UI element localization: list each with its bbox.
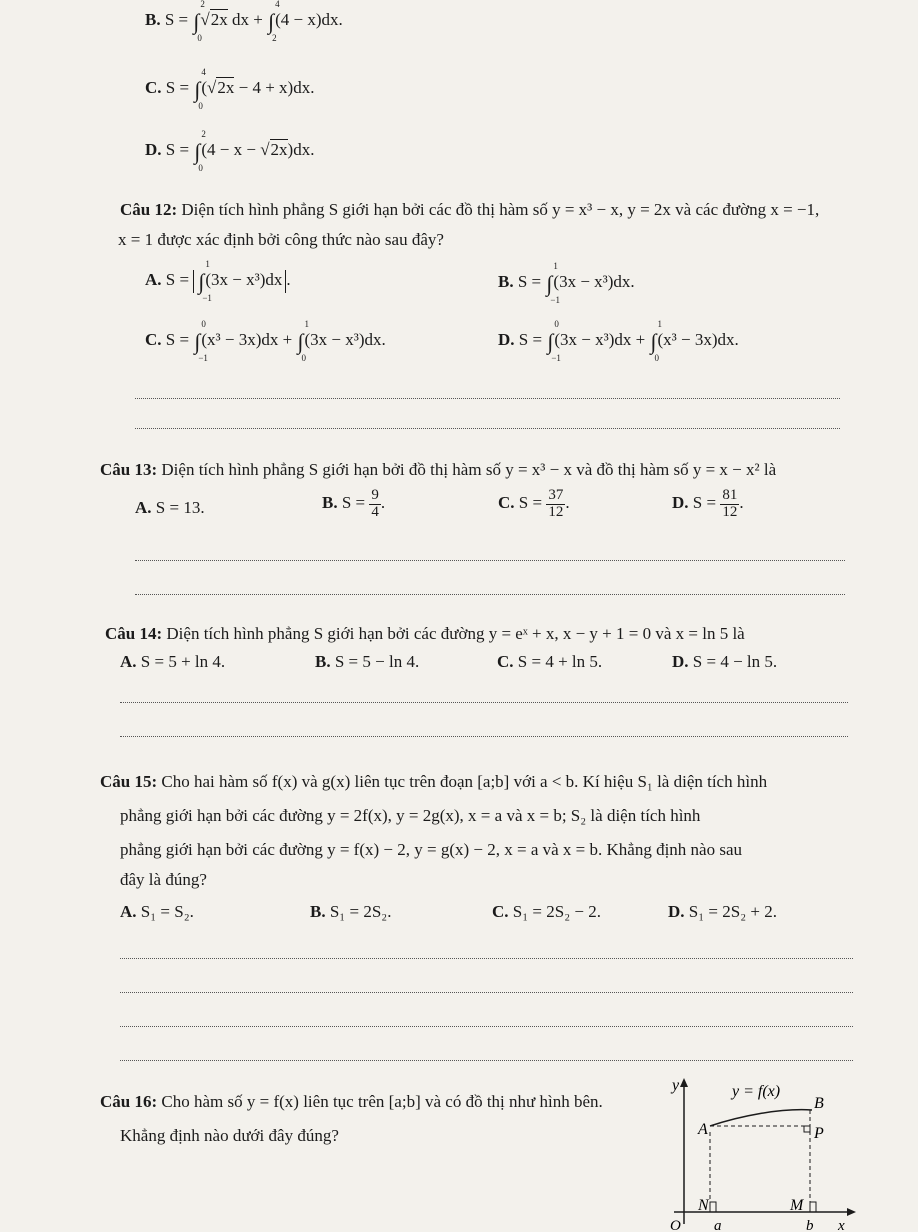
- option-value: S = 4 + ln 5.: [517, 652, 603, 671]
- integral-sign: ∫ 1 0: [297, 319, 309, 363]
- fraction: $\frac{9}{4}$: [371, 487, 379, 520]
- integral-sign: ∫ 2 0: [194, 129, 206, 173]
- formula-end: .: [286, 270, 291, 289]
- option-label: B.: [498, 272, 514, 291]
- fraction: $\frac{37}{12}$: [548, 487, 564, 520]
- q12-option-d[interactable]: [498, 319, 739, 363]
- right-angle-n: [710, 1202, 716, 1212]
- option-value: S = 5 − ln 4.: [334, 652, 420, 671]
- q16-stem-line2: [120, 1126, 339, 1146]
- y-axis-label: y: [672, 1077, 680, 1094]
- question-text: đây là đúng?: [120, 870, 207, 889]
- question-text: phẳng giới hạn bởi các đường y = f(x) − 2, y = g(x) − 2, x = a và x = b. Khẳng định nào sau: [120, 840, 743, 859]
- q15-option-b[interactable]: [310, 902, 391, 922]
- q11-option-b[interactable]: B. S = ∫ 2 0 √2x dx + ∫ 4 2 (4 − x)dx.: [145, 0, 343, 43]
- formula-prefix: S =: [517, 272, 542, 291]
- answer-line[interactable]: [135, 398, 840, 399]
- integral-sign: ∫ 1 0: [650, 319, 662, 363]
- formula-end: .: [380, 493, 386, 513]
- q15-option-c[interactable]: [492, 902, 601, 922]
- option-value: S = 5 + ln 4.: [140, 652, 226, 671]
- q15-stem-line1: [100, 772, 767, 792]
- right-angle-p: [804, 1126, 810, 1132]
- question-number: Câu 12:: [120, 200, 178, 219]
- q11-option-c[interactable]: C. S = ∫ 4 0 (√2x − 4 + x)dx.: [145, 67, 315, 111]
- option-label: D.: [668, 902, 685, 921]
- q14-stem: [105, 624, 745, 644]
- curve-label: y = f(x): [732, 1083, 781, 1100]
- q14-option-d[interactable]: [672, 652, 777, 672]
- question-text: Diện tích hình phẳng S giới hạn bởi đồ thị hàm số y = x³ − x và đồ thị hàm số y = x − x² là: [161, 460, 777, 479]
- integral-sign: ∫ 0 −1: [547, 319, 561, 363]
- formula-prefix: S =: [518, 493, 543, 513]
- sqrt-term: 2x: [210, 10, 228, 29]
- q13-stem: [100, 460, 776, 480]
- point-p-label: P: [814, 1125, 824, 1142]
- q15-stem-line4: [120, 870, 207, 890]
- formula-open: (4 − x −: [201, 140, 261, 159]
- formula-end: .: [739, 493, 744, 513]
- formula-prefix: S =: [692, 493, 717, 513]
- formula-open: (: [201, 78, 208, 97]
- answer-line[interactable]: [135, 560, 845, 561]
- q12-stem-line2: [118, 230, 444, 250]
- formula-prefix: S =: [518, 330, 543, 349]
- question-number: Câu 15:: [100, 772, 158, 791]
- option-label: B.: [315, 652, 331, 671]
- option-label: D.: [145, 140, 162, 159]
- question-number: Câu 13:: [100, 460, 158, 479]
- option-label: B.: [322, 493, 338, 513]
- formula-prefix: S =: [164, 10, 189, 29]
- integral-sign: ∫ 1 −1: [198, 259, 212, 303]
- sqrt-term: 2x: [217, 78, 235, 97]
- q15-stem-line3: [120, 840, 742, 860]
- question-number: Câu 14:: [105, 624, 163, 643]
- function-graph: [660, 1074, 860, 1232]
- answer-line[interactable]: [135, 428, 840, 429]
- question-text: Diện tích hình phẳng S giới hạn bởi các đường y = eˣ + x, x − y + 1 = 0 và x = ln 5 là: [166, 624, 745, 643]
- formula-body: (x³ − 3x)dx +: [201, 330, 293, 349]
- option-value: S = 4 − ln 5.: [692, 652, 778, 671]
- formula-body: )dx.: [287, 140, 315, 159]
- formula-prefix: S =: [165, 330, 190, 349]
- y-axis-arrow: [680, 1078, 688, 1087]
- option-value: S₁ = 2S₂.: [329, 902, 392, 921]
- formula-prefix: S =: [341, 493, 366, 513]
- option-label: D.: [672, 493, 689, 513]
- option-value: S₁ = 2S₂ + 2.: [688, 902, 777, 921]
- option-label: C.: [497, 652, 514, 671]
- formula-body: (3x − x³)dx +: [554, 330, 646, 349]
- q11-option-d[interactable]: D. S = ∫ 2 0 (4 − x − √2x)dx.: [145, 129, 315, 173]
- option-label: D.: [672, 652, 689, 671]
- q14-option-b[interactable]: [315, 652, 419, 672]
- formula-prefix: S =: [165, 78, 190, 97]
- formula-prefix: S =: [165, 140, 190, 159]
- origin-label: O: [670, 1218, 681, 1232]
- right-angle-m: [810, 1202, 816, 1212]
- answer-line[interactable]: [120, 1026, 853, 1027]
- option-label: C.: [492, 902, 509, 921]
- answer-line[interactable]: [120, 1060, 853, 1061]
- q13-option-c[interactable]: [498, 488, 570, 521]
- question-text: Khẳng định nào dưới đây đúng?: [120, 1126, 339, 1145]
- formula-body: (4 − x)dx.: [275, 10, 343, 29]
- fraction: $\frac{81}{12}$: [722, 487, 738, 520]
- option-label: B.: [310, 902, 326, 921]
- option-label: B.: [145, 10, 161, 29]
- q15-option-d[interactable]: [668, 902, 777, 922]
- q13-option-a[interactable]: [135, 498, 205, 518]
- option-label: C.: [498, 493, 515, 513]
- formula-body: (3x − x³)dx.: [304, 330, 386, 349]
- formula-body: (3x − x³)dx.: [553, 272, 635, 291]
- absolute-value: [193, 259, 286, 303]
- q12-option-b[interactable]: [498, 261, 635, 305]
- answer-line[interactable]: [120, 736, 848, 737]
- question-number: Câu 16:: [100, 1092, 158, 1111]
- tick-b-label: b: [806, 1218, 814, 1232]
- x-axis-label: x: [838, 1218, 845, 1232]
- integral-sign: ∫ 4 2: [268, 0, 280, 43]
- answer-line[interactable]: [120, 958, 853, 959]
- tick-a-label: a: [714, 1218, 722, 1232]
- option-label: A.: [120, 652, 137, 671]
- q16-stem-line1: [100, 1092, 603, 1112]
- question-text: Cho hai hàm số f(x) và g(x) liên tục trên đoạn [a;b] với a < b. Kí hiệu S₁ là diện tích hình: [161, 772, 768, 791]
- question-text: x = 1 được xác định bởi công thức nào sau đây?: [118, 230, 444, 249]
- q15-stem-line2: [120, 806, 700, 826]
- q13-option-d[interactable]: [672, 488, 744, 521]
- option-label: A.: [145, 270, 162, 289]
- integral-sign: ∫ 2 0: [193, 0, 205, 43]
- formula-prefix: S =: [165, 270, 190, 289]
- answer-line[interactable]: [120, 992, 853, 993]
- option-label: C.: [145, 78, 162, 97]
- option-label: D.: [498, 330, 515, 349]
- q13-option-b[interactable]: [322, 488, 385, 521]
- option-label: A.: [120, 902, 137, 921]
- question-text: Cho hàm số y = f(x) liên tục trên [a;b] và có đồ thị như hình bên.: [161, 1092, 603, 1111]
- integral-sign: ∫ 4 0: [194, 67, 206, 111]
- q14-option-c[interactable]: [497, 652, 602, 672]
- formula-mid: dx +: [232, 10, 263, 29]
- option-label: A.: [135, 498, 152, 517]
- point-m-label: M: [790, 1197, 804, 1214]
- x-axis-arrow: [847, 1208, 856, 1216]
- integral-sign: ∫ 1 −1: [546, 261, 560, 305]
- q12-stem-line1: [120, 200, 819, 220]
- option-value: S₁ = 2S₂ − 2.: [512, 902, 601, 921]
- curve-f: [710, 1110, 812, 1126]
- question-text: phẳng giới hạn bởi các đường y = 2f(x), y = 2g(x), x = a và x = b; S₂ là diện tích hình: [120, 806, 701, 825]
- q12-option-c[interactable]: [145, 319, 386, 363]
- q14-option-a[interactable]: [120, 652, 225, 672]
- q12-option-a[interactable]: [145, 259, 291, 303]
- q15-option-a[interactable]: [120, 902, 194, 922]
- question-text: Diện tích hình phẳng S giới hạn bởi các đồ thị hàm số y = x³ − x, y = 2x và các đường x = −1,: [181, 200, 820, 219]
- point-n-label: N: [698, 1197, 709, 1214]
- integral-sign: ∫ 0 −1: [194, 319, 208, 363]
- point-b-label: B: [814, 1095, 824, 1112]
- formula-body: (x³ − 3x)dx.: [657, 330, 739, 349]
- point-a-label: A: [698, 1121, 708, 1138]
- option-value: S₁ = S₂.: [140, 902, 194, 921]
- formula-body: (3x − x³)dx: [205, 270, 283, 289]
- answer-line[interactable]: [120, 702, 848, 703]
- option-value: S = 13.: [155, 498, 205, 517]
- sqrt-term: 2x: [270, 140, 288, 159]
- option-label: C.: [145, 330, 162, 349]
- formula-end: .: [565, 493, 570, 513]
- formula-body: − 4 + x)dx.: [234, 78, 315, 97]
- answer-line[interactable]: [135, 594, 845, 595]
